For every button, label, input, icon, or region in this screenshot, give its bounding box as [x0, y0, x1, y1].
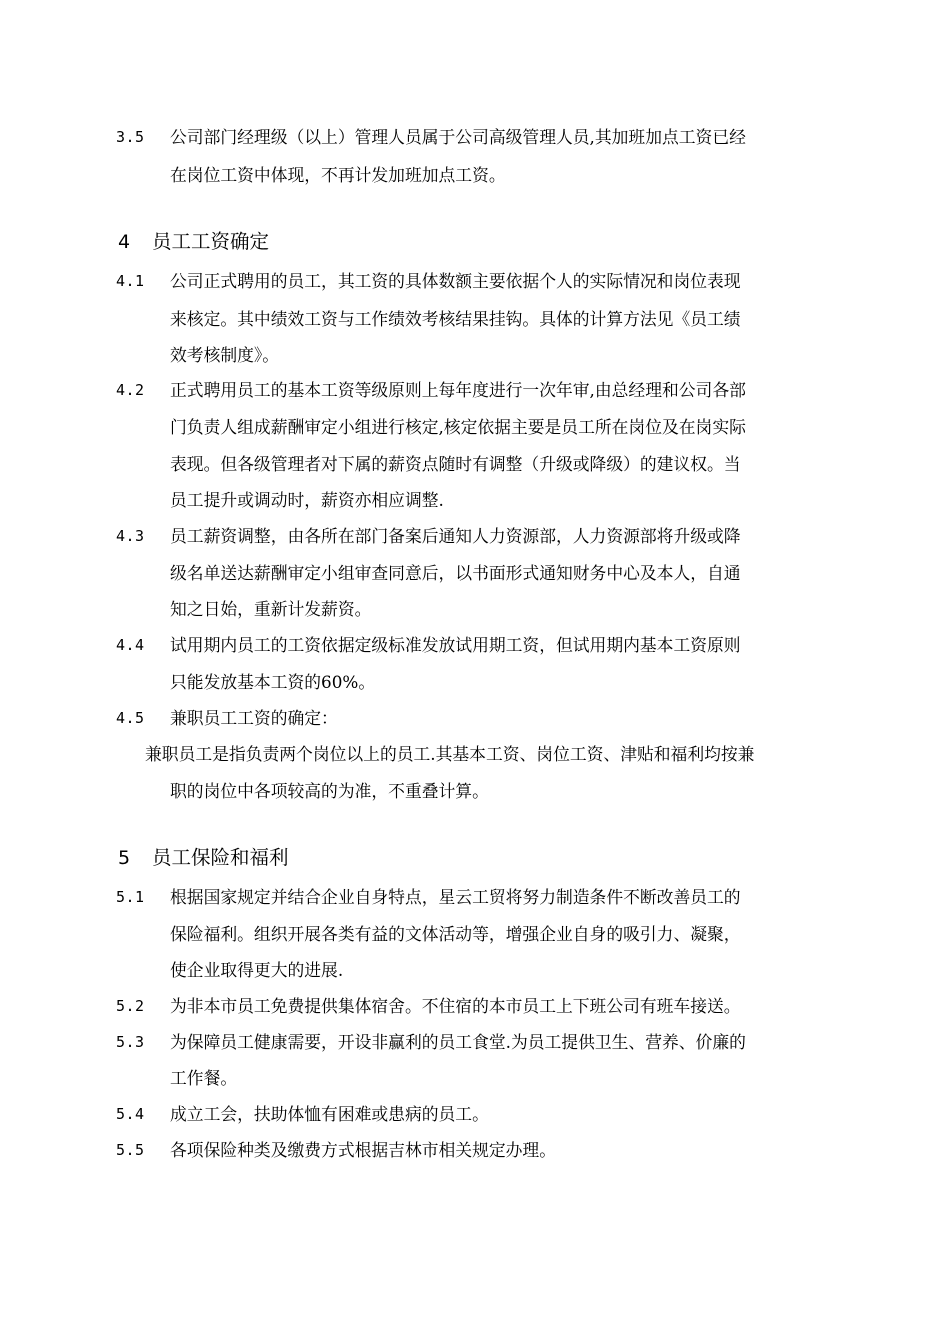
clause-text-line: 只能发放基本工资的60%。 — [170, 672, 376, 692]
clause-number: 5.4 — [116, 1105, 145, 1123]
clause-text-line: 知之日始，重新计发薪资。 — [170, 599, 372, 619]
clause-text-line: 在岗位工资中体现，不再计发加班加点工资。 — [170, 165, 506, 185]
clause-text-line: 正式聘用员工的基本工资等级原则上每年度进行一次年审,由总经理和公司各部 — [170, 380, 746, 400]
clause-text-line: 门负责人组成薪酬审定小组进行核定,核定依据主要是员工所在岗位及在岗实际 — [170, 417, 746, 437]
clause-text-line: 使企业取得更大的进展. — [170, 960, 344, 980]
clause-text-line: 职的岗位中各项较高的为准，不重叠计算。 — [170, 781, 489, 801]
clause-text-line: 试用期内员工的工资依据定级标准发放试用期工资，但试用期内基本工资原则 — [170, 635, 741, 655]
clause-text-line: 效考核制度》。 — [170, 345, 280, 365]
clause-text-line: 兼职员工工资的确定： — [170, 708, 338, 728]
clause-text-line: 员工提升或调动时，薪资亦相应调整. — [170, 490, 444, 510]
clause-number: 5.1 — [116, 888, 145, 906]
clause-number: 5.5 — [116, 1141, 145, 1159]
section-number: 4 — [118, 231, 131, 253]
clause-number: 4.2 — [116, 381, 145, 399]
clause-text-line: 来核定。其中绩效工资与工作绩效考核结果挂钩。具体的计算方法见《员工绩 — [170, 309, 741, 329]
clause-text-line: 公司正式聘用的员工，其工资的具体数额主要依据个人的实际情况和岗位表现 — [170, 271, 741, 291]
clause-number: 4.3 — [116, 527, 145, 545]
clause-text-line: 级名单送达薪酬审定小组审查同意后，以书面形式通知财务中心及本人，自通 — [170, 563, 741, 583]
clause-text-line: 兼职员工是指负责两个岗位以上的员工.其基本工资、岗位工资、津贴和福利均按兼 — [145, 744, 755, 764]
section-title: 员工工资确定 — [152, 230, 270, 253]
clause-text-line: 为非本市员工免费提供集体宿舍。不住宿的本市员工上下班公司有班车接送。 — [170, 996, 741, 1016]
clause-text-line: 根据国家规定并结合企业自身特点，星云工贸将努力制造条件不断改善员工的 — [170, 887, 741, 907]
clause-text-line: 成立工会，扶助体恤有困难或患病的员工。 — [170, 1104, 489, 1124]
clause-number: 4.1 — [116, 272, 145, 290]
clause-text-line: 各项保险种类及缴费方式根据吉林市相关规定办理。 — [170, 1140, 556, 1160]
clause-number: 3.5 — [116, 128, 145, 146]
clause-text-line: 保险福利。组织开展各类有益的文体活动等，增强企业自身的吸引力、凝聚， — [170, 924, 741, 944]
clause-text-line: 公司部门经理级（以上）管理人员属于公司高级管理人员,其加班加点工资已经 — [170, 127, 746, 147]
clause-text-line: 工作餐。 — [170, 1068, 238, 1088]
clause-number: 4.5 — [116, 709, 145, 727]
section-title: 员工保险和福利 — [152, 846, 289, 869]
clause-text-line: 为保障员工健康需要，开设非赢利的员工食堂.为员工提供卫生、营养、价廉的 — [170, 1032, 746, 1052]
clause-number: 5.2 — [116, 997, 145, 1015]
section-number: 5 — [118, 847, 131, 869]
clause-text-line: 表现。但各级管理者对下属的薪资点随时有调整（升级或降级）的建议权。当 — [170, 454, 741, 474]
clause-text-line: 员工薪资调整，由各所在部门备案后通知人力资源部，人力资源部将升级或降 — [170, 526, 741, 546]
clause-number: 5.3 — [116, 1033, 145, 1051]
clause-number: 4.4 — [116, 636, 145, 654]
